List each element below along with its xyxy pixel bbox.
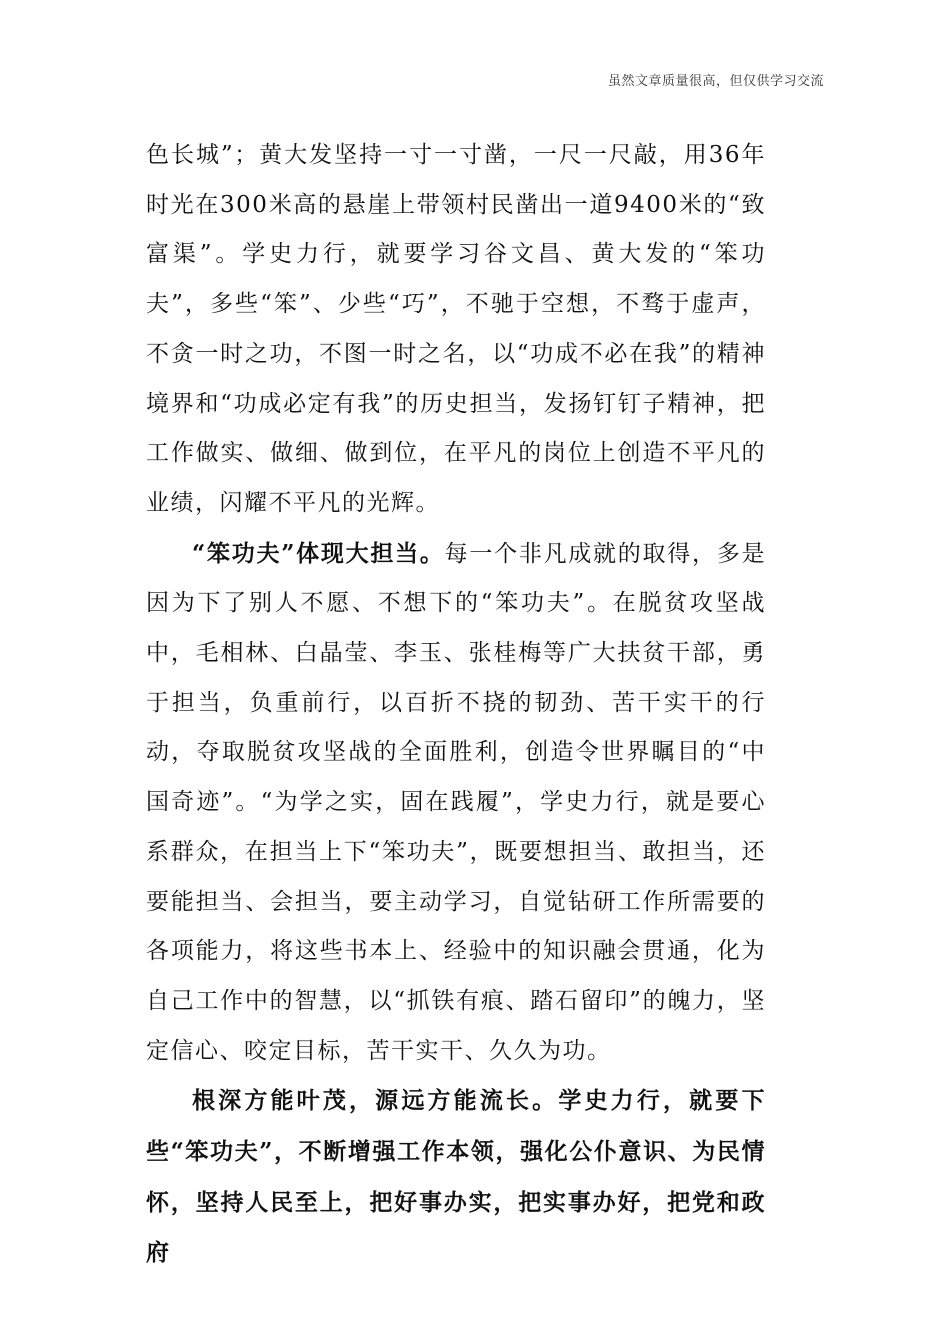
paragraph-2-text: 每一个非凡成就的取得，多是因为下了别人不愿、不想下的“笨功夫”。在脱贫攻坚战中，毛相林、白晶莹、李玉、张桂梅等广大扶贫干部，勇于担当，负重前行，以百折不挠的韧劲、苦干实干的行动，夺取脱贫攻坚战的全面胜利，创造令世界瞩目的“中国奇迹”。“为学之实，固在践履”，学史力行，就是要心系群众，在担当上下“笨功夫”，既要想担当、敢担当，还要能担当、会担当，要主动学习，自觉钻研工作所需要的各项能力，将这些书本上、经验中的知识融会贯通，化为自己工作中的智慧，以“抓铁有痕、踏石留印”的魄力，坚定信心、咬定目标，苦干实干、久久为功。 bbox=[146, 540, 766, 1064]
document-body bbox=[146, 130, 766, 1279]
paragraph-2-lead: “笨功夫”体现大担当。 bbox=[192, 539, 445, 567]
paragraph-3-lead: 根深方能叶茂，源远方能流长。学史力行，就要下些“笨功夫”，不断增强工作本领，强化公仆意识、为民情怀，坚持人民至上，把好事办实，把实事办好，把党和政府 bbox=[146, 1087, 766, 1267]
paragraph-3 bbox=[146, 1076, 766, 1279]
header-note: 虽然文章质量很高，但仅供学习交流 bbox=[607, 74, 824, 89]
paragraph-2 bbox=[146, 529, 766, 1077]
paragraph-1 bbox=[146, 130, 766, 529]
paragraph-1-text: 色长城”；黄大发坚持一寸一寸凿，一尺一尺敲，用36年时光在300米高的悬崖上带领村民凿出一道9400米的“致富渠”。学史力行，就要学习谷文昌、黄大发的“笨功夫”，多些“笨”、少些“巧”，不驰于空想，不骛于虚声，不贪一时之功，不图一时之名，以“功成不必在我”的精神境界和“功成必定有我”的历史担当，发扬钉钉子精神，把工作做实、做细、做到位，在平凡的岗位上创造不平凡的业绩，闪耀不平凡的光辉。 bbox=[146, 142, 766, 516]
